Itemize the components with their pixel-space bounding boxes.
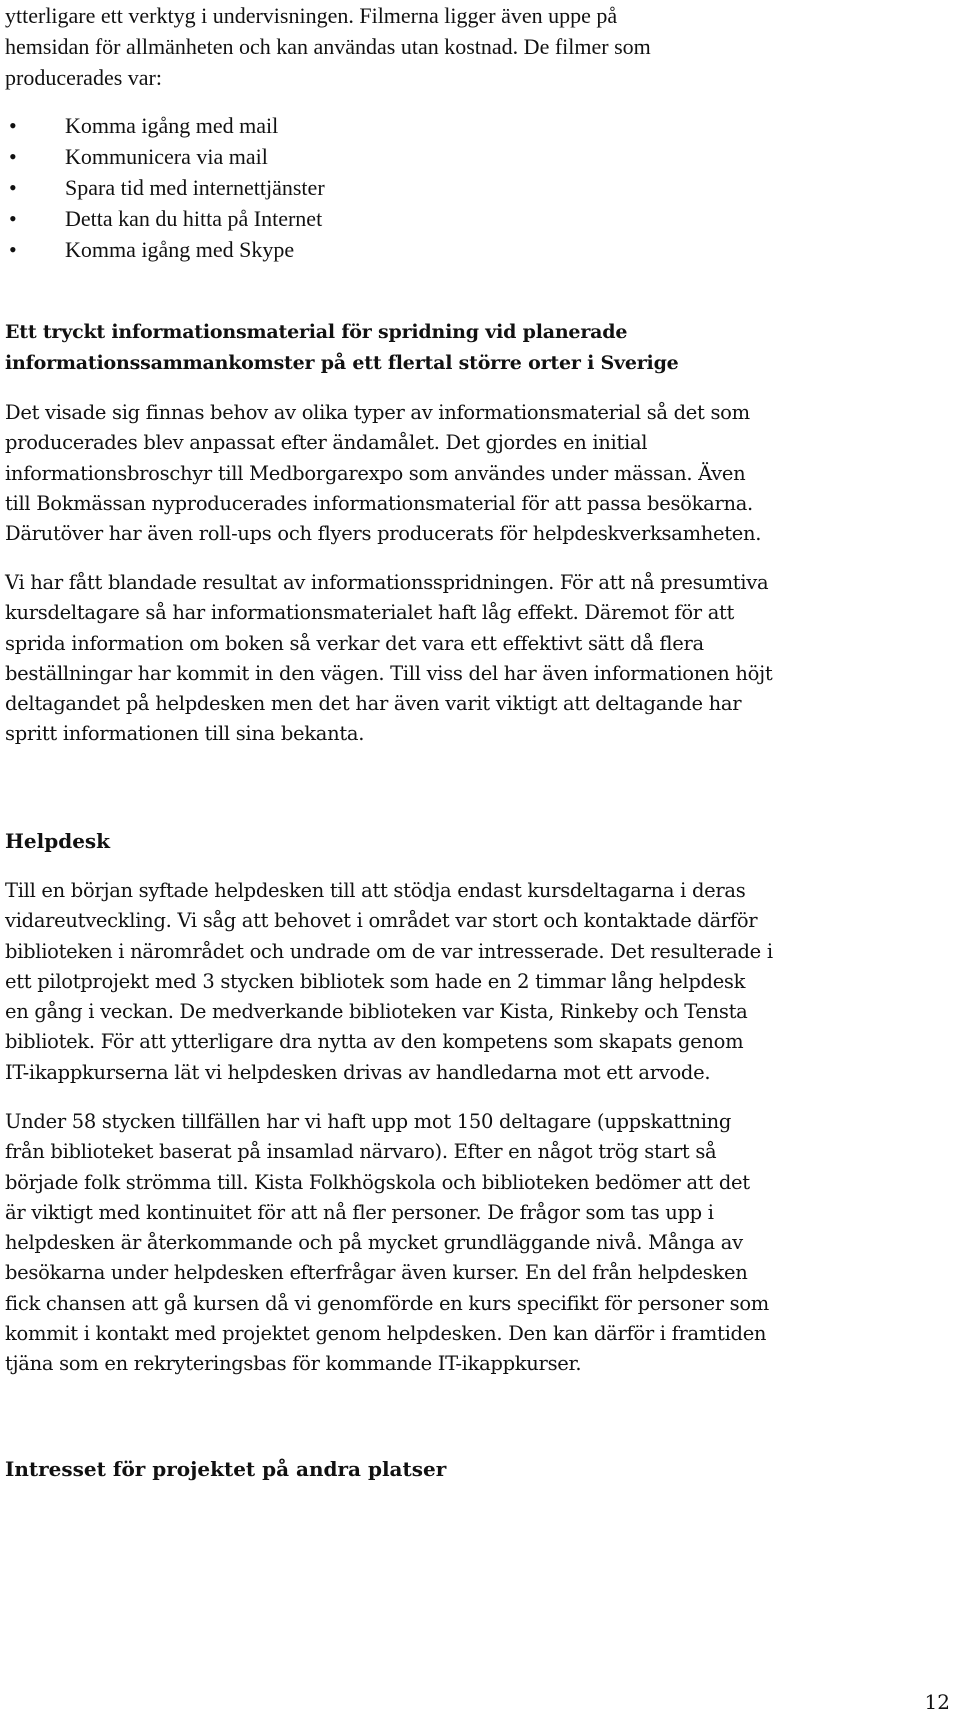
paragraph-line: sprida information om boken så verkar det vara ett effektivt sätt då flera bbox=[5, 631, 704, 655]
list-item-label: Komma igång med Skype bbox=[65, 237, 295, 262]
paragraph-line: IT-ikappkurserna lät vi helpdesken drivas av handledarna mot ett arvode. bbox=[5, 1060, 711, 1084]
subheading-line: informationssammankomster på ett flertal större orter i Sverige bbox=[5, 352, 679, 374]
paragraph-line: Det visade sig finnas behov av olika typer av informationsmaterial så det som bbox=[5, 401, 750, 424]
paragraph-line: kursdeltagare så har informationsmaterialet haft låg effekt. Däremot för att bbox=[5, 601, 735, 625]
list-item-label: Komma igång med mail bbox=[65, 113, 279, 138]
subheading-line: Ett tryckt informationsmaterial för spridning vid planerade bbox=[5, 321, 628, 343]
intro-line: hemsidan för allmänheten och kan användas utan kostnad. De filmer som bbox=[5, 34, 651, 59]
paragraph-line: biblioteken i närområdet och undrade om de var intresserade. Det resulterade i bbox=[5, 939, 773, 963]
bullet-icon: • bbox=[9, 144, 17, 169]
paragraph-line: bibliotek. För att ytterligare dra nytta av den kompetens som skapats genom bbox=[5, 1030, 744, 1054]
paragraph-line: vidareutveckling. Vi såg att behovet i området var stort och kontaktade därför bbox=[5, 909, 758, 933]
page-number: 12 bbox=[924, 1690, 950, 1714]
paragraph-line: Till en början syftade helpdesken till att stödja endast kursdeltagarna i deras bbox=[5, 879, 746, 902]
film-list bbox=[5, 110, 325, 265]
paragraph-line: deltagandet på helpdesken men det har även varit viktigt att deltagande har bbox=[5, 692, 742, 716]
paragraph-line: kommit i kontakt med projektet genom helpdesken. Den kan därför i framtiden bbox=[5, 1322, 767, 1346]
heading-helpdesk: Helpdesk bbox=[5, 829, 111, 853]
paragraph-line: är viktigt med kontinuitet för att nå fler personer. De frågor som tas upp i bbox=[5, 1200, 714, 1224]
list-item bbox=[5, 234, 325, 265]
list-item-label: Spara tid med internettjänster bbox=[65, 175, 325, 200]
paragraph-line: producerades blev anpassat efter ändamålet. Det gjordes en initial bbox=[5, 431, 648, 455]
paragraph-helpdesk-intro bbox=[5, 876, 950, 1088]
bullet-icon: • bbox=[9, 113, 17, 138]
paragraph-line: informationsbroschyr till Medborgarexpo som användes under mässan. Även bbox=[5, 461, 746, 485]
paragraph-line: Under 58 stycken tillfällen har vi haft upp mot 150 deltagare (uppskattning bbox=[5, 1110, 732, 1133]
bullet-icon: • bbox=[9, 206, 17, 231]
paragraph-line: till Bokmässan nyproducerades informationsmaterial för att passa besökarna. bbox=[5, 491, 753, 515]
bullet-icon: • bbox=[9, 237, 17, 262]
intro-line: ytterligare ett verktyg i undervisningen. Filmerna ligger även uppe på bbox=[5, 3, 618, 28]
paragraph-line: besökarna under helpdesken efterfrågar även kurser. En del från helpdesken bbox=[5, 1261, 748, 1285]
list-item-label: Detta kan du hitta på Internet bbox=[65, 206, 323, 231]
paragraph-line: tjäna som en rekryteringsbas för kommande IT-ikappkurser. bbox=[5, 1352, 582, 1376]
paragraph-line: Vi har fått blandade resultat av informationsspridningen. För att nå presumtiva bbox=[5, 571, 769, 594]
paragraph-line: började folk strömma till. Kista Folkhögskola och biblioteken bedömer att det bbox=[5, 1170, 750, 1194]
list-item-label: Kommunicera via mail bbox=[65, 144, 268, 169]
paragraph-line: spritt informationen till sina bekanta. bbox=[5, 722, 365, 746]
section-subheading bbox=[5, 317, 945, 379]
paragraph-line: ett pilotprojekt med 3 stycken bibliotek som hade en 2 timmar lång helpdesk bbox=[5, 969, 746, 993]
paragraph-line: helpdesken är återkommande och på mycket grundläggande nivå. Många av bbox=[5, 1231, 743, 1255]
paragraph-line: Därutöver har även roll-ups och flyers producerats för helpdeskverksamheten. bbox=[5, 522, 762, 546]
bullet-icon: • bbox=[9, 175, 17, 200]
intro-paragraph bbox=[5, 0, 651, 93]
heading-interest-other-places: Intresset för projektet på andra platser bbox=[5, 1457, 447, 1481]
paragraph-results bbox=[5, 568, 950, 750]
paragraph-line: fick chansen att gå kursen då vi genomförde en kurs specifikt för personer som bbox=[5, 1291, 769, 1315]
list-item bbox=[5, 172, 325, 203]
paragraph-helpdesk-results bbox=[5, 1107, 950, 1380]
intro-line: producerades var: bbox=[5, 65, 162, 90]
list-item bbox=[5, 141, 325, 172]
paragraph-line: beställningar har kommit in den vägen. Till viss del har även informationen höjt bbox=[5, 661, 773, 685]
paragraph-line: en gång i veckan. De medverkande biblioteken var Kista, Rinkeby och Tensta bbox=[5, 1000, 748, 1024]
paragraph-information-material bbox=[5, 398, 950, 549]
list-item bbox=[5, 110, 325, 141]
list-item bbox=[5, 203, 325, 234]
paragraph-line: från biblioteket baserat på insamlad närvaro). Efter en något trög start så bbox=[5, 1140, 717, 1164]
